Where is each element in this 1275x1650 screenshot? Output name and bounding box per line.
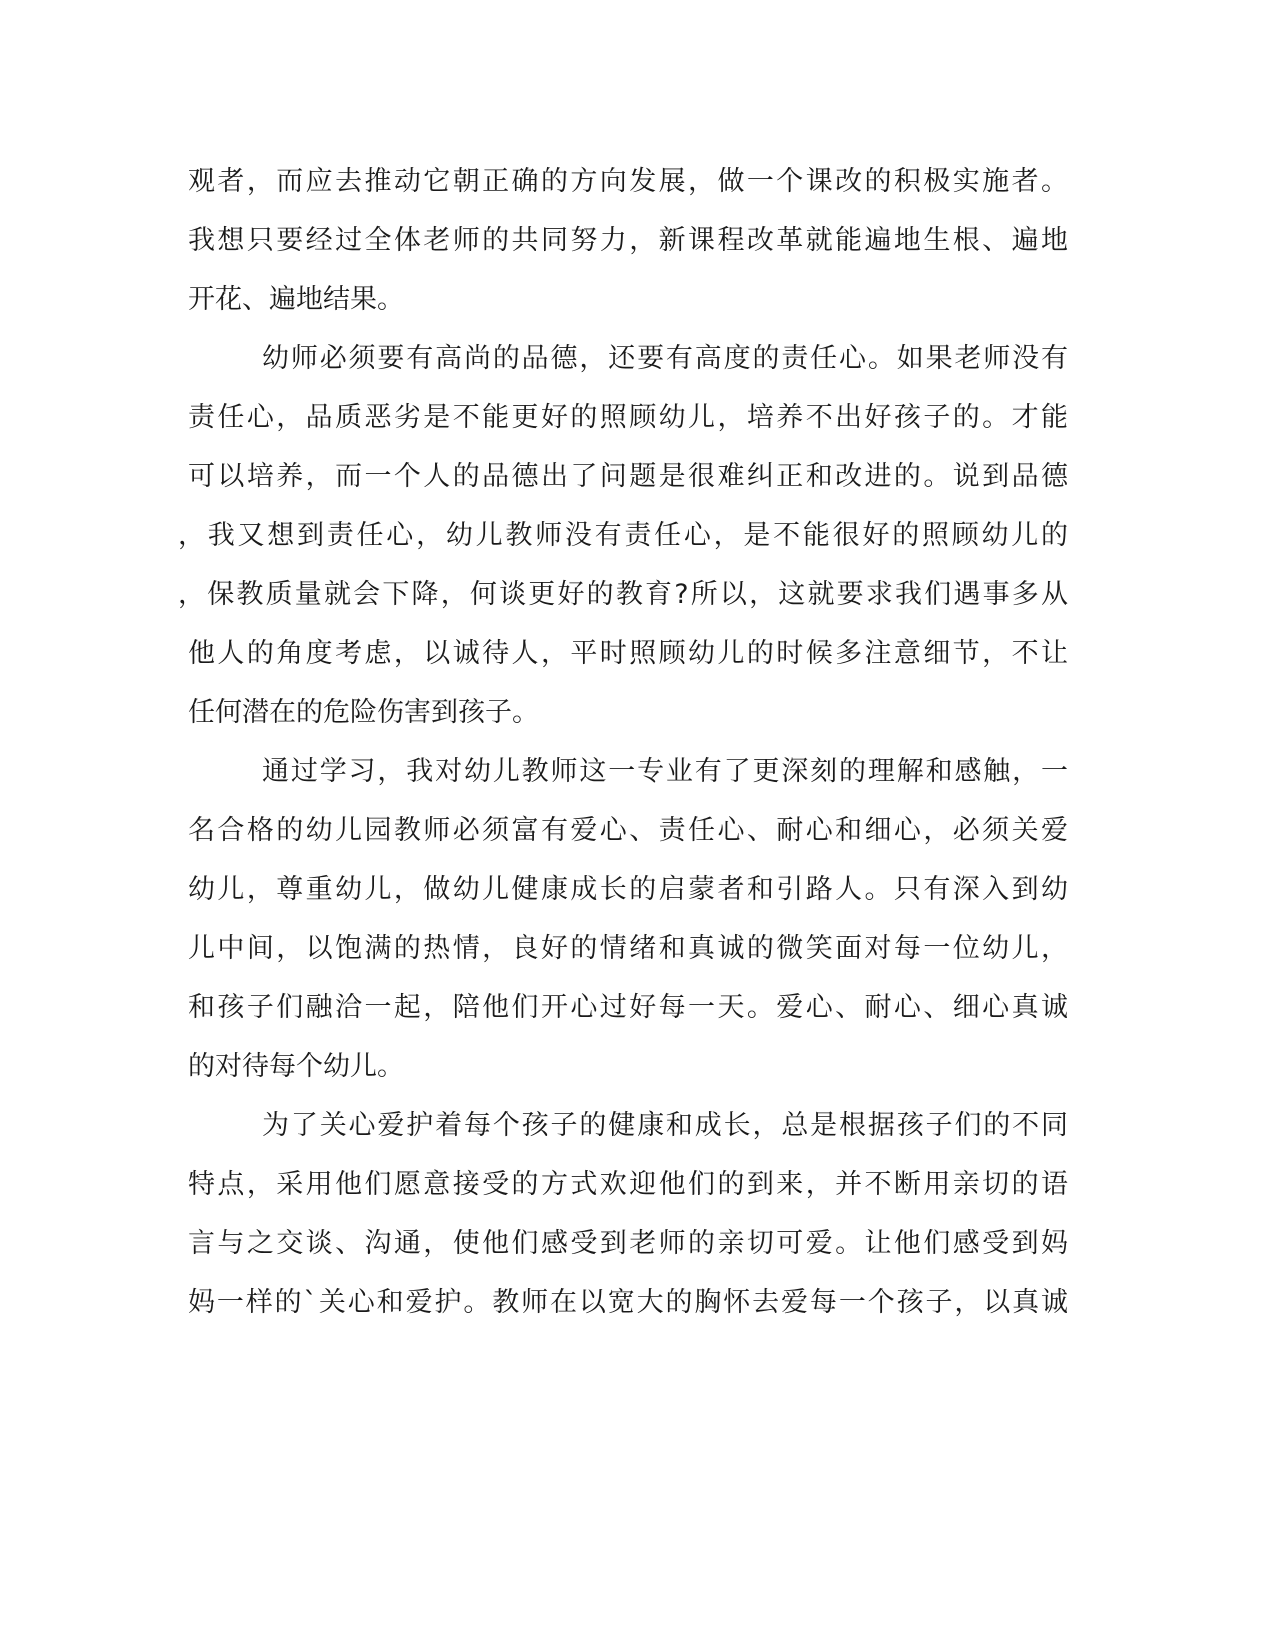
text-line: 他人的角度考虑，以诚待人，平时照顾幼儿的时候多注意细节，不让 [188, 638, 1068, 669]
text-line: 为了关心爱护着每个孩子的健康和成长，总是根据孩子们的不同 [262, 1110, 1068, 1141]
text-line: 观者，而应去推动它朝正确的方向发展，做一个课改的积极实施者。 [188, 166, 1068, 197]
text-line: ，我又想到责任心，幼儿教师没有责任心，是不能很好的照顾幼儿的 [178, 520, 1068, 551]
text-line: 任何潜在的危险伤害到孩子。 [188, 697, 539, 728]
text-line: 名合格的幼儿园教师必须富有爱心、责任心、耐心和细心，必须关爱 [188, 815, 1068, 846]
text-line: 妈一样的`关心和爱护。教师在以宽大的胸怀去爱每一个孩子，以真诚 [188, 1287, 1068, 1318]
text-line: 可以培养，而一个人的品德出了问题是很难纠正和改进的。说到品德 [188, 461, 1068, 492]
text-line: 幼儿，尊重幼儿，做幼儿健康成长的启蒙者和引路人。只有深入到幼 [188, 874, 1068, 905]
text-line: 言与之交谈、沟通，使他们感受到老师的亲切可爱。让他们感受到妈 [188, 1228, 1068, 1259]
text-line: 儿中间，以饱满的热情，良好的情绪和真诚的微笑面对每一位幼儿， [188, 933, 1068, 964]
text-line: 特点，采用他们愿意接受的方式欢迎他们的到来，并不断用亲切的语 [188, 1169, 1068, 1200]
text-line: 开花、遍地结果。 [188, 284, 404, 315]
text-line: 责任心，品质恶劣是不能更好的照顾幼儿，培养不出好孩子的。才能 [188, 402, 1068, 433]
text-line: 和孩子们融洽一起，陪他们开心过好每一天。爱心、耐心、细心真诚 [188, 992, 1068, 1023]
text-line: 我想只要经过全体老师的共同努力，新课程改革就能遍地生根、遍地 [188, 225, 1068, 256]
text-line: 通过学习，我对幼儿教师这一专业有了更深刻的理解和感触，一 [262, 756, 1068, 787]
text-line: ，保教质量就会下降，何谈更好的教育?所以，这就要求我们遇事多从 [178, 579, 1068, 610]
text-line: 的对待每个幼儿。 [188, 1051, 404, 1082]
text-line: 幼师必须要有高尚的品德，还要有高度的责任心。如果老师没有 [262, 343, 1068, 374]
